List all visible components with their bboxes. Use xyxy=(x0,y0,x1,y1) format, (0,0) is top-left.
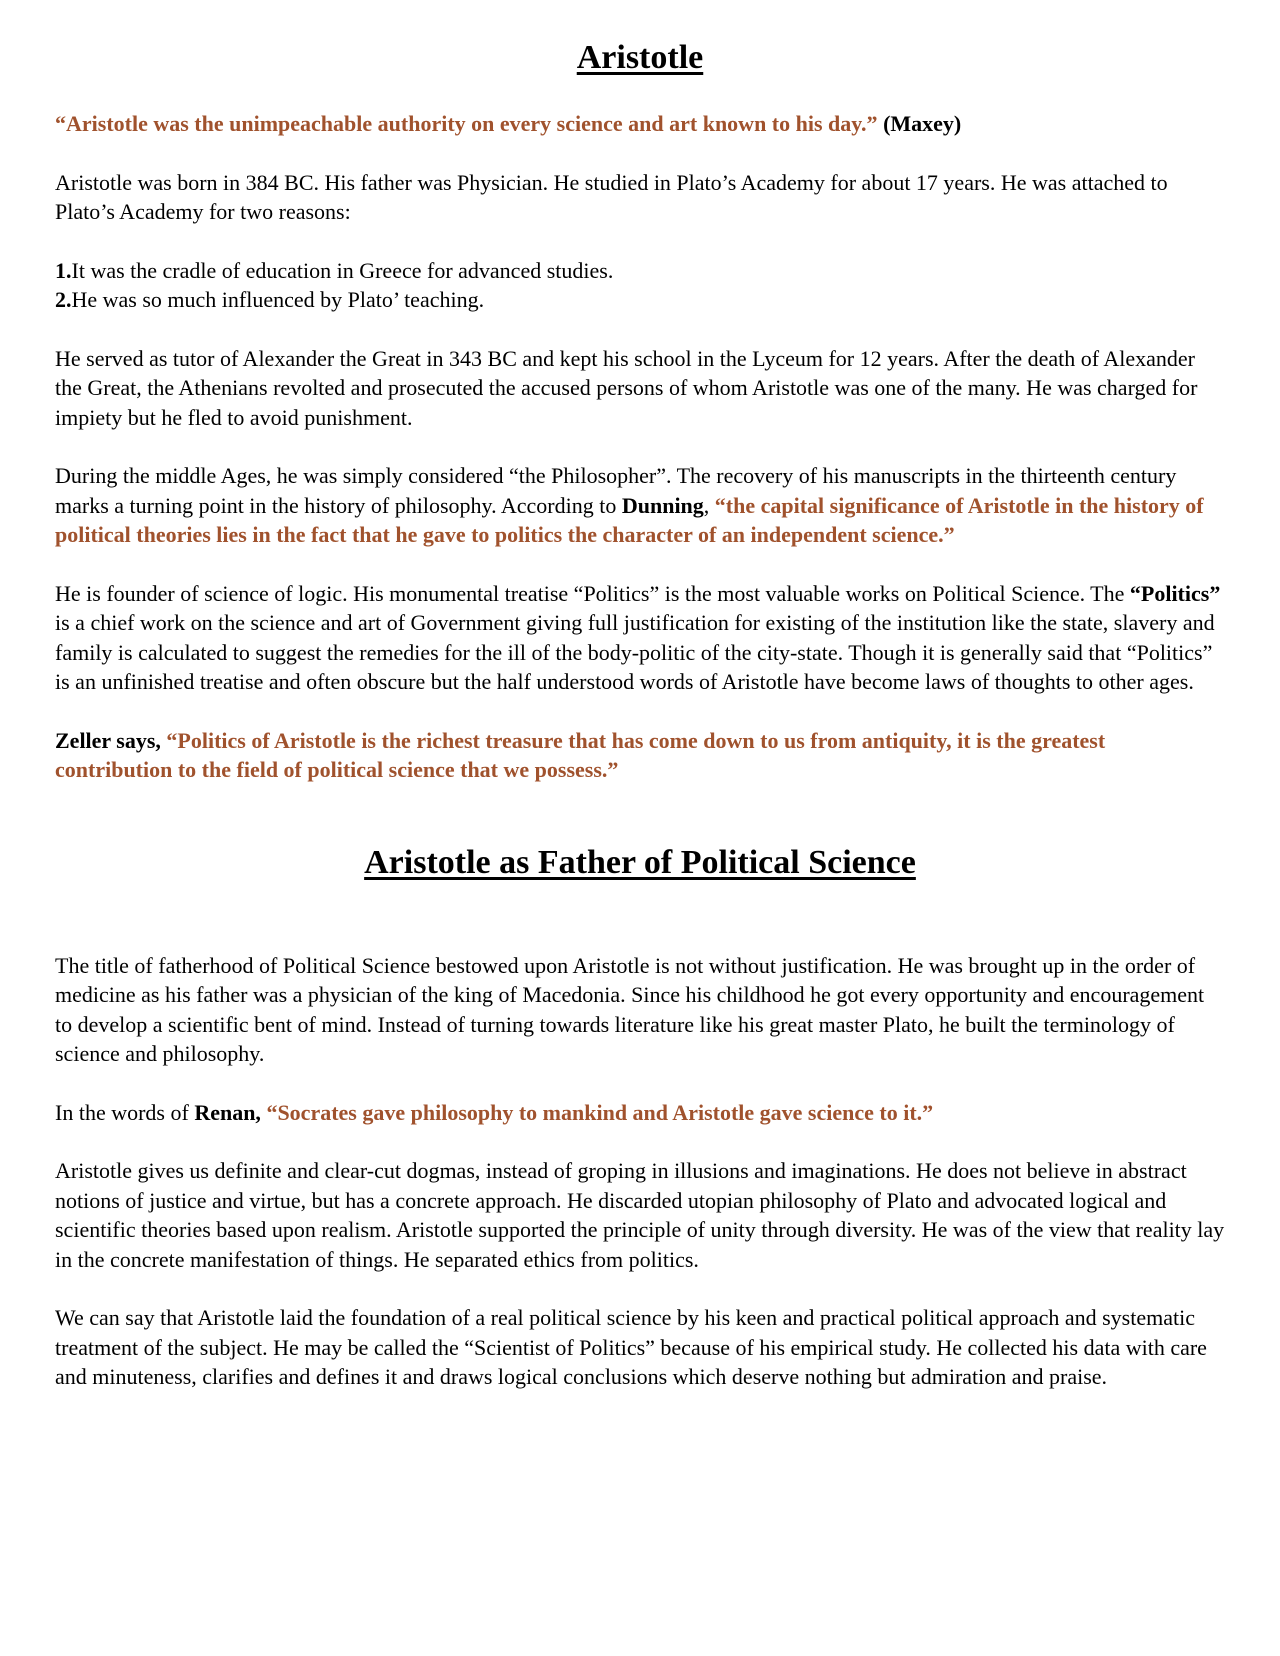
renan-quote: “Socrates gave philosophy to mankind and Aristotle gave science to it.” xyxy=(260,1099,934,1125)
list-item xyxy=(55,256,1225,286)
fatherhood-paragraph: The title of fatherhood of Political Science bestowed upon Aristotle is not without justification. He was brought up in the order of medicine as his father was a physician of the king of Macedonia. Since his childhood he got every opportunity and encouragement to develop a scientific bent of mind. Instead of turning towards literature like his great master Plato, he built the terminology of science and philosophy. xyxy=(55,952,1205,1066)
renan-paragraph xyxy=(55,1098,1225,1128)
logic-text-2: is a chief work on the science and art of Government giving full justification for existing of the institution like the state, slavery and family is calculated to suggest the remedies for the ill of the body-politic of the city-state. Though it is generally said that “Politics” is an unfinished treatise and often obscure but the half understood words of Aristotle have become laws of thoughts to other ages. xyxy=(55,610,1215,694)
page-title: Aristotle xyxy=(576,39,704,76)
dunning-name: Dunning xyxy=(621,492,704,518)
renan-name: Renan, xyxy=(194,1099,261,1125)
list-item-number: 1. xyxy=(55,257,72,283)
politics-bold: “Politics” xyxy=(1129,580,1221,606)
renan-lead: In the words of xyxy=(55,1099,195,1125)
zeller-paragraph xyxy=(55,726,1225,785)
logic-text-1: He is founder of science of logic. His monumental treatise “Politics” is the most valuable works on Political Science. The xyxy=(55,580,1130,606)
middle-ages-paragraph xyxy=(55,461,1225,550)
list-item-number: 2. xyxy=(55,287,72,312)
intro-quote-paragraph xyxy=(55,109,1225,139)
tutor-paragraph: He served as tutor of Alexander the Great in 343 BC and kept his school in the Lyceum for 12 years. After the death of Alexander the Great, the Athenians revolted and prosecuted the accused persons of whom Aristotle was one of the many. He was charged for impiety but he fled to avoid punishment. xyxy=(55,345,1198,430)
foundation-paragraph: We can say that Aristotle laid the foundation of a real political science by his keen and practical political approach and systematic treatment of the subject. He may be called the “Scientist of Politics” because of his empirical study. He collected his data with care and minuteness, clarifies and defines it and draws logical conclusions which deserve nothing but admiration and praise. xyxy=(55,1305,1207,1389)
list-item-text: It was the cradle of education in Greece for advanced studies. xyxy=(71,257,614,283)
dogmas-paragraph: Aristotle gives us definite and clear-cut dogmas, instead of groping in illusions and imaginations. He does not believe in abstract notions of justice and virtue, but has a concrete approach. He discarded utopian philosophy of Plato and advocated logical and scientific theories based upon realism. Aristotle supported the principle of unity through diversity. He was of the view that reality lay in the concrete manifestation of things. He separated ethics from politics. xyxy=(55,1158,1225,1272)
middle-ages-text: During the middle Ages, he was simply considered “the Philosopher”. The recovery of his manuscripts in the thirteenth century marks a turning point in the history of philosophy. According to xyxy=(55,463,1177,518)
document-page xyxy=(55,36,1225,1421)
reasons-list xyxy=(55,256,1225,315)
zeller-quote: “Politics of Aristotle is the richest treasure that has come down to us from antiquity, it is the greatest contribution to the field of political science that we possess.” xyxy=(55,727,1106,782)
maxey-attribution: (Maxey) xyxy=(883,111,962,136)
maxey-quote: “Aristotle was the unimpeachable authority on every science and art known to his day.” xyxy=(55,111,878,136)
list-item xyxy=(55,285,1225,315)
zeller-lead: Zeller says, xyxy=(55,727,167,753)
dunning-quote: “the capital significance of Aristotle in the history of political theories lies in the fact that he gave to politics the character of an independent science.” xyxy=(55,492,1204,547)
section-title: Aristotle as Father of Political Science xyxy=(364,843,916,881)
list-item-text: He was so much influenced by Plato’ teaching. xyxy=(71,287,485,312)
birth-paragraph: Aristotle was born in 384 BC. His father was Physician. He studied in Plato’s Academy for about 17 years. He was attached to Plato’s Academy for two reasons: xyxy=(55,169,1168,224)
logic-paragraph xyxy=(55,579,1225,697)
dunning-separator: , xyxy=(703,492,715,518)
